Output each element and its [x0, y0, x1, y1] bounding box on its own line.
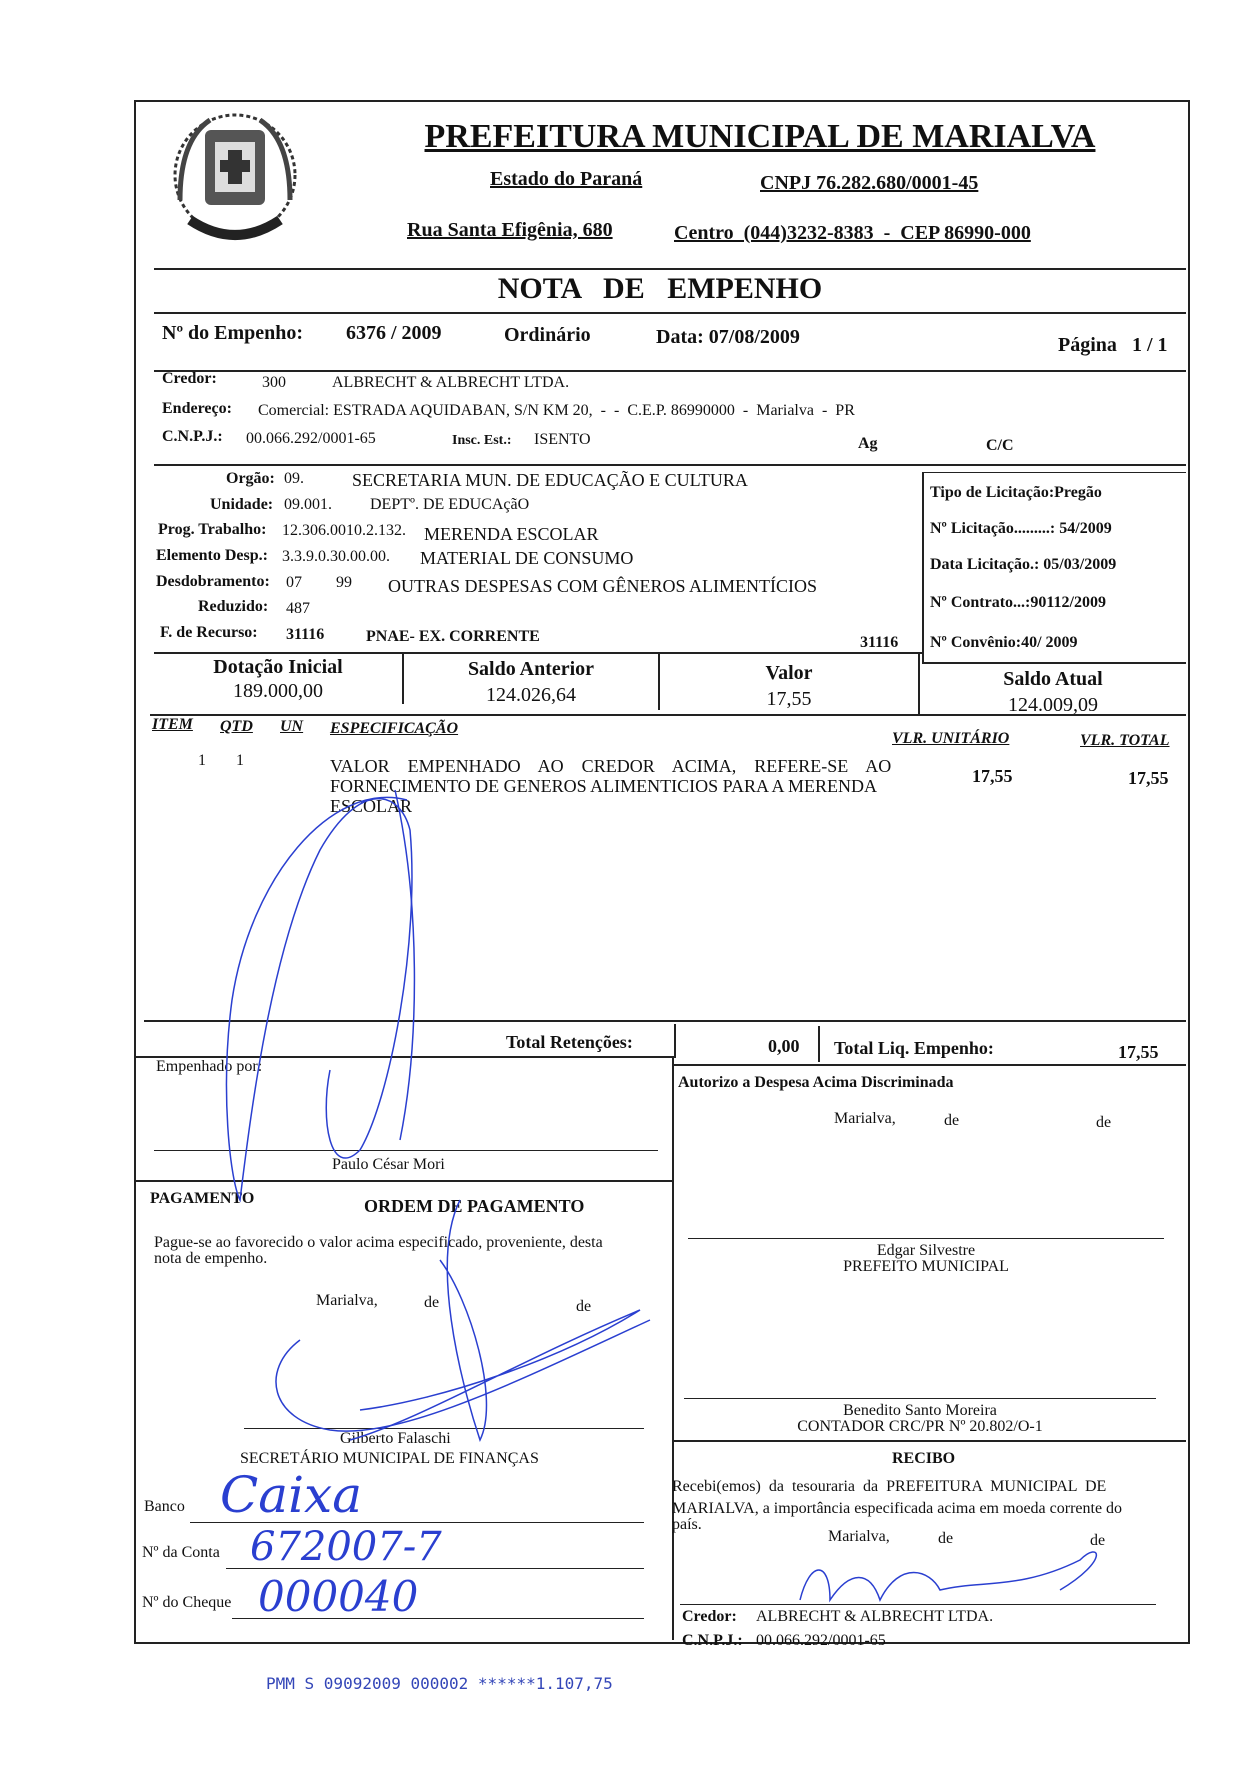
orgao-code: 09.: [284, 470, 304, 487]
saldo-anterior-label: Saldo Anterior: [467, 658, 595, 680]
empenho-date: Data: 07/08/2009: [656, 326, 800, 348]
document-title: NOTA DE EMPENHO: [497, 272, 823, 305]
header-street: Rua Santa Efigênia, 680: [407, 219, 613, 241]
signature-line: [680, 1604, 1156, 1605]
signature-line: [244, 1428, 644, 1429]
item-desc-line1: VALOR EMPENHADO AO CREDOR ACIMA, REFERE-SE AO: [330, 756, 892, 776]
secretario-nome: Gilberto Falaschi: [340, 1430, 451, 1447]
divider: [154, 464, 1186, 466]
header-title: PREFEITURA MUNICIPAL DE MARIALVA: [424, 118, 1096, 155]
header-cnpj: CNPJ 76.282.680/0001-45: [760, 172, 979, 194]
recibo-cnpj: 00.066.292/0001-65: [756, 1632, 886, 1649]
item-unit-value: 17,55: [972, 766, 1013, 786]
municipal-coat-of-arms: [160, 100, 310, 260]
cheque-handwritten: 000040: [258, 1572, 419, 1621]
prog-code: 12.306.0010.2.132.: [282, 522, 406, 539]
item-total-value: 17,55: [1128, 768, 1169, 788]
desdobramento-b: 99: [336, 574, 352, 591]
elemento-label: Elemento Desp.:: [156, 547, 268, 564]
total-retencoes-label: Total Retenções:: [506, 1032, 633, 1052]
orgao-name: SECRETARIA MUN. DE EDUCAÇÃO E CULTURA: [352, 470, 748, 490]
empenhado-nome: Paulo César Mori: [332, 1156, 445, 1173]
prefeito-cargo: PREFEITO MUNICIPAL: [843, 1258, 1009, 1275]
header-state: Estado do Paraná: [490, 168, 643, 190]
pagamento-label: PAGAMENTO: [150, 1190, 255, 1207]
marialva-right-1: Marialva,: [834, 1110, 896, 1127]
recurso-label: F. de Recurso:: [160, 624, 258, 641]
banco-label: Banco: [144, 1498, 185, 1515]
saldo-atual-value: 124.009,09: [1008, 694, 1098, 716]
cnpj-value: 00.066.292/0001-65: [246, 430, 376, 447]
prefeito-nome: Edgar Silvestre: [876, 1242, 976, 1259]
total-liquido-label: Total Liq. Empenho:: [834, 1038, 994, 1058]
divider: [144, 1020, 1186, 1022]
item-desc-line3: ESCOLAR: [330, 796, 413, 816]
ag-label: Ag: [858, 435, 878, 452]
divider: [154, 312, 1186, 314]
pague-text-2: nota de empenho.: [154, 1250, 268, 1267]
contador-nome: Benedito Santo Moreira: [843, 1402, 997, 1419]
marialva-right-2: Marialva,: [828, 1528, 890, 1545]
marialva-left: Marialva,: [316, 1292, 378, 1309]
conta-handwritten: 672007-7: [250, 1524, 442, 1570]
elemento-name: MATERIAL DE CONSUMO: [420, 548, 634, 568]
de-right-4: de: [1090, 1532, 1106, 1549]
page-label: Página: [1058, 334, 1117, 356]
signature-line: [154, 1150, 658, 1151]
empenho-number-label: Nº do Empenho:: [162, 322, 304, 344]
contrato: Nº Contrato...:90112/2009: [930, 594, 1106, 611]
recibo-credor-label: Credor:: [682, 1608, 737, 1625]
cnpj-label: C.N.P.J.:: [162, 428, 223, 445]
divider: [154, 370, 1186, 372]
reduzido-label: Reduzido:: [198, 598, 269, 615]
insc-value: ISENTO: [534, 431, 591, 448]
address-label: Endereço:: [162, 400, 232, 417]
col-header-item: ITEM: [152, 716, 193, 733]
col-header-un: UN: [280, 718, 304, 735]
header-contact: Centro (044)3232-8383 - CEP 86990-000: [674, 222, 1031, 244]
recibo-text-1: Recebi(emos) da tesouraria da PREFEITURA MUNICIPAL DE: [672, 1478, 1107, 1495]
total-liquido-value: 17,55: [1118, 1042, 1159, 1062]
divider: [154, 652, 922, 654]
cc-label: C/C: [986, 437, 1014, 454]
divider: [922, 472, 1186, 473]
cheque-label: Nº do Cheque: [142, 1594, 232, 1611]
dotacao-inicial-value: 189.000,00: [233, 680, 323, 702]
desdobramento-name: OUTRAS DESPESAS COM GÊNEROS ALIMENTÍCIOS: [388, 576, 818, 596]
recibo-text-2: MARIALVA, a importância especificada acima em moeda corrente do: [672, 1500, 1123, 1517]
secretario-cargo: SECRETÁRIO MUNICIPAL DE FINANÇAS: [240, 1450, 539, 1467]
dotacao-inicial-label: Dotação Inicial: [213, 656, 343, 678]
de-left-1: de: [424, 1294, 440, 1311]
unidade-label: Unidade:: [210, 496, 274, 513]
empenho-number: 6376 / 2009: [346, 322, 442, 344]
total-retencoes-value: 0,00: [768, 1036, 800, 1056]
recibo-label: RECIBO: [892, 1450, 956, 1467]
recurso-name: PNAE- EX. CORRENTE: [366, 628, 540, 645]
ordem-pagamento-label: ORDEM DE PAGAMENTO: [364, 1196, 585, 1216]
credor-label: Credor:: [162, 370, 217, 387]
credor-name: ALBRECHT & ALBRECHT LTDA.: [332, 374, 570, 391]
divider: [922, 472, 924, 662]
convenio: Nº Convênio:40/ 2009: [930, 634, 1078, 651]
licitacao-tipo: Tipo de Licitação:Pregão: [930, 484, 1102, 501]
item-number: 1: [198, 752, 206, 769]
col-header-especificacao: ESPECIFICAÇÃO: [330, 720, 459, 737]
bank-stamp: PMM S 09092009 000002 ******1.107,75: [266, 1674, 613, 1693]
page-number: 1 / 1: [1132, 334, 1168, 356]
empenhado-por-label: Empenhado por:: [156, 1058, 263, 1075]
reduzido-value: 487: [286, 600, 310, 617]
valor-value: 17,55: [766, 688, 812, 710]
conta-label: Nº da Conta: [142, 1544, 220, 1561]
signature-line: [688, 1238, 1164, 1239]
insc-label: Insc. Est.:: [452, 433, 512, 448]
elemento-code: 3.3.9.0.30.00.00.: [282, 548, 390, 565]
saldo-atual-label: Saldo Atual: [1003, 668, 1103, 690]
empenho-type: Ordinário: [504, 324, 591, 346]
divider: [134, 1180, 672, 1182]
item-desc-line2: FORNECIMENTO DE GENEROS ALIMENTICIOS PARA A MERENDA: [330, 776, 878, 796]
desdobramento-a: 07: [286, 574, 302, 591]
divider: [672, 1056, 674, 1640]
credor-code: 300: [262, 374, 286, 391]
de-right-2: de: [1096, 1114, 1112, 1131]
licitacao-numero: Nº Licitação.........: 54/2009: [930, 520, 1112, 537]
de-right-3: de: [938, 1530, 954, 1547]
contador-cargo: CONTADOR CRC/PR Nº 20.802/O-1: [797, 1418, 1043, 1435]
divider: [674, 1064, 1186, 1066]
divider: [818, 1026, 820, 1062]
item-qtd: 1: [236, 752, 244, 769]
recibo-text-3: país.: [672, 1516, 702, 1533]
divider: [674, 1024, 676, 1058]
desdobramento-label: Desdobramento:: [156, 573, 270, 590]
recibo-credor-name: ALBRECHT & ALBRECHT LTDA.: [756, 1608, 994, 1625]
col-header-unit: VLR. UNITÁRIO: [892, 730, 1010, 747]
unidade-code: 09.001.: [284, 496, 332, 513]
col-header-total: VLR. TOTAL: [1080, 732, 1170, 749]
pague-text-1: Pague-se ao favorecido o valor acima especificado, proveniente, desta: [154, 1234, 603, 1251]
divider: [922, 662, 1186, 664]
prog-name: MERENDA ESCOLAR: [424, 524, 599, 544]
orgao-label: Orgão:: [226, 470, 275, 487]
col-header-qtd: QTD: [220, 718, 253, 735]
prog-label: Prog. Trabalho:: [158, 521, 267, 538]
valor-label: Valor: [765, 662, 813, 684]
de-left-2: de: [576, 1298, 592, 1315]
signature-line: [684, 1398, 1156, 1399]
address-value: Comercial: ESTRADA AQUIDABAN, S/N KM 20, - - C.E.P. 86990000 - Marialva - PR: [258, 402, 855, 419]
divider: [150, 714, 1186, 716]
banco-handwritten: Caixa: [220, 1466, 363, 1524]
licitacao-data: Data Licitação.: 05/03/2009: [930, 556, 1117, 573]
recurso-code: 31116: [286, 626, 325, 643]
divider: [672, 1440, 1186, 1442]
recurso-right: 31116: [860, 634, 899, 651]
saldo-anterior-value: 124.026,64: [486, 684, 576, 706]
recibo-cnpj-label: C.N.P.J.:: [682, 1632, 743, 1649]
de-right-1: de: [944, 1112, 960, 1129]
autorizo-label: Autorizo a Despesa Acima Discriminada: [678, 1074, 954, 1091]
unidade-name: DEPTº. DE EDUCAçãO: [370, 496, 530, 513]
